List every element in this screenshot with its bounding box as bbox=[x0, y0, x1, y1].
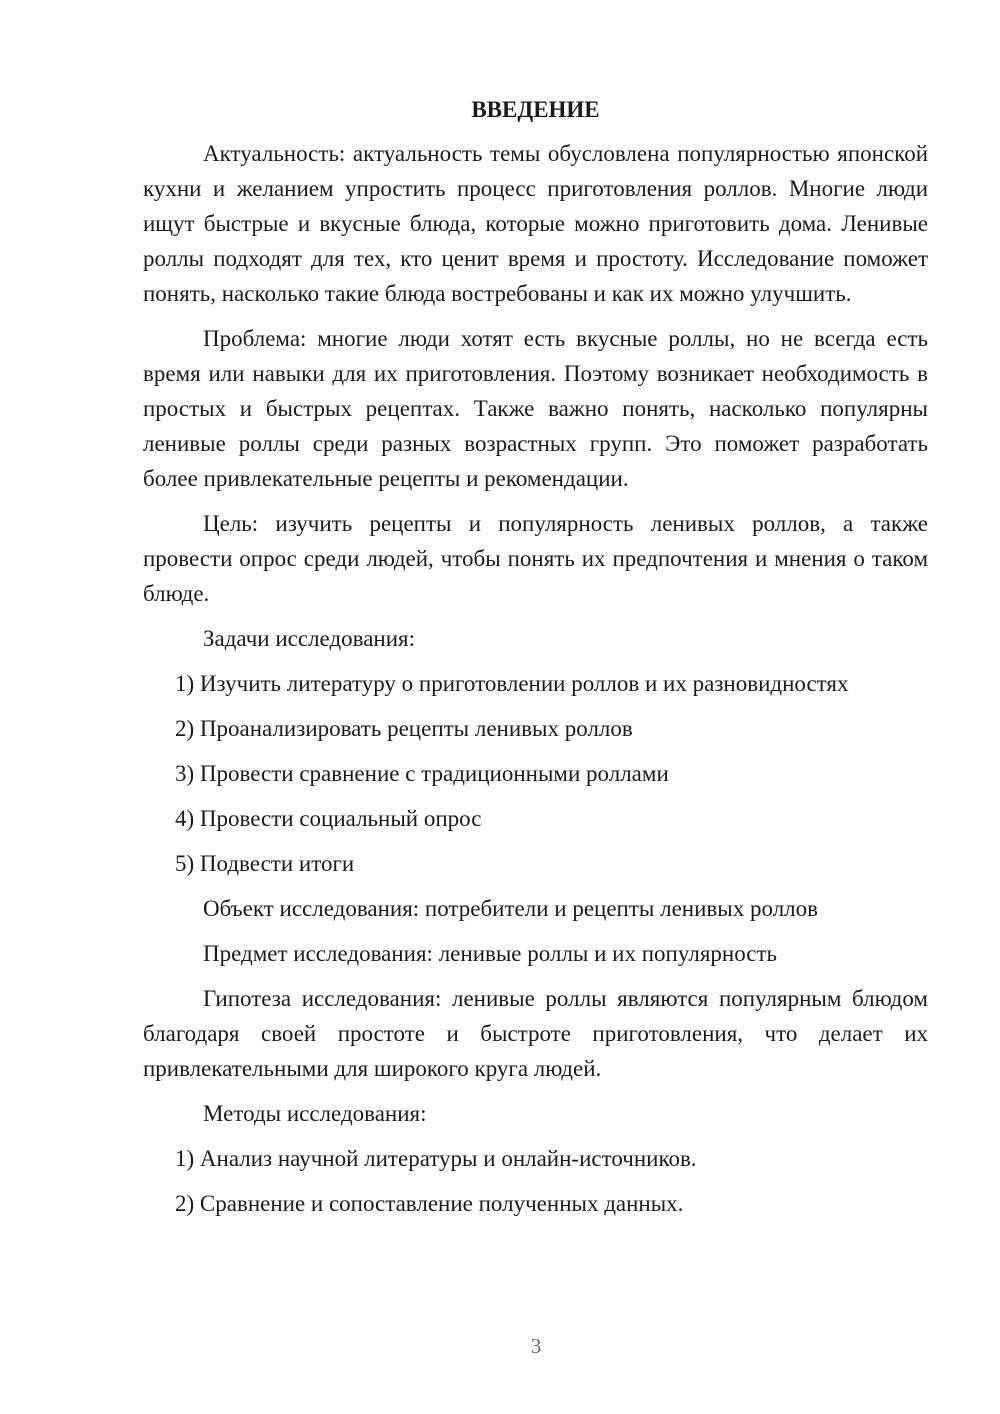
relevance-paragraph: Актуальность: актуальность темы обусловлена популярностью японской кухни и желанием упростить процесс приготовления роллов. Многие люди ищут быстрые и вкусные блюда, которые можно приготовить дома. Ленивые роллы подходят для тех, кто ценит время и простоту. Исследование поможет понять, насколько такие блюда востребованы и как их можно улучшить. bbox=[143, 141, 928, 306]
task-item-3: 3) Провести сравнение с традиционными роллами bbox=[175, 761, 669, 786]
hypothesis-paragraph: Гипотеза исследования: ленивые роллы являются популярным блюдом благодаря своей простоте и быстроте приготовления, что делает их привлекательными для широкого круга людей. bbox=[143, 986, 928, 1081]
tasks-heading: Задачи исследования: bbox=[203, 626, 416, 651]
section-title: ВВЕДЕНИЕ bbox=[471, 97, 600, 122]
methods-heading: Методы исследования: bbox=[203, 1101, 427, 1126]
task-item-4: 4) Провести социальный опрос bbox=[175, 806, 482, 831]
page-number: 3 bbox=[530, 1334, 542, 1358]
research-subject: Предмет исследования: ленивые роллы и их популярность bbox=[203, 941, 778, 966]
method-item-1: 1) Анализ научной литературы и онлайн-источников. bbox=[175, 1146, 697, 1171]
page-content bbox=[143, 95, 928, 1231]
task-item-5: 5) Подвести итоги bbox=[175, 851, 355, 876]
problem-paragraph: Проблема: многие люди хотят есть вкусные роллы, но не всегда есть время или навыки для их приготовления. Поэтому возникает необходимость в простых и быстрых рецептах. Также важно понять, насколько популярны ленивые роллы среди разных возрастных групп. Это поможет разработать более привлекательные рецепты и рекомендации. bbox=[143, 326, 928, 491]
task-item-1: 1) Изучить литературу о приготовлении роллов и их разновидностях bbox=[175, 671, 849, 696]
task-item-2: 2) Проанализировать рецепты ленивых роллов bbox=[175, 716, 633, 741]
goal-paragraph: Цель: изучить рецепты и популярность ленивых роллов, а также провести опрос среди людей, чтобы понять их предпочтения и мнения о таком блюде. bbox=[143, 511, 928, 606]
method-item-2: 2) Сравнение и сопоставление полученных данных. bbox=[175, 1191, 684, 1216]
research-object: Объект исследования: потребители и рецепты ленивых роллов bbox=[203, 896, 819, 921]
